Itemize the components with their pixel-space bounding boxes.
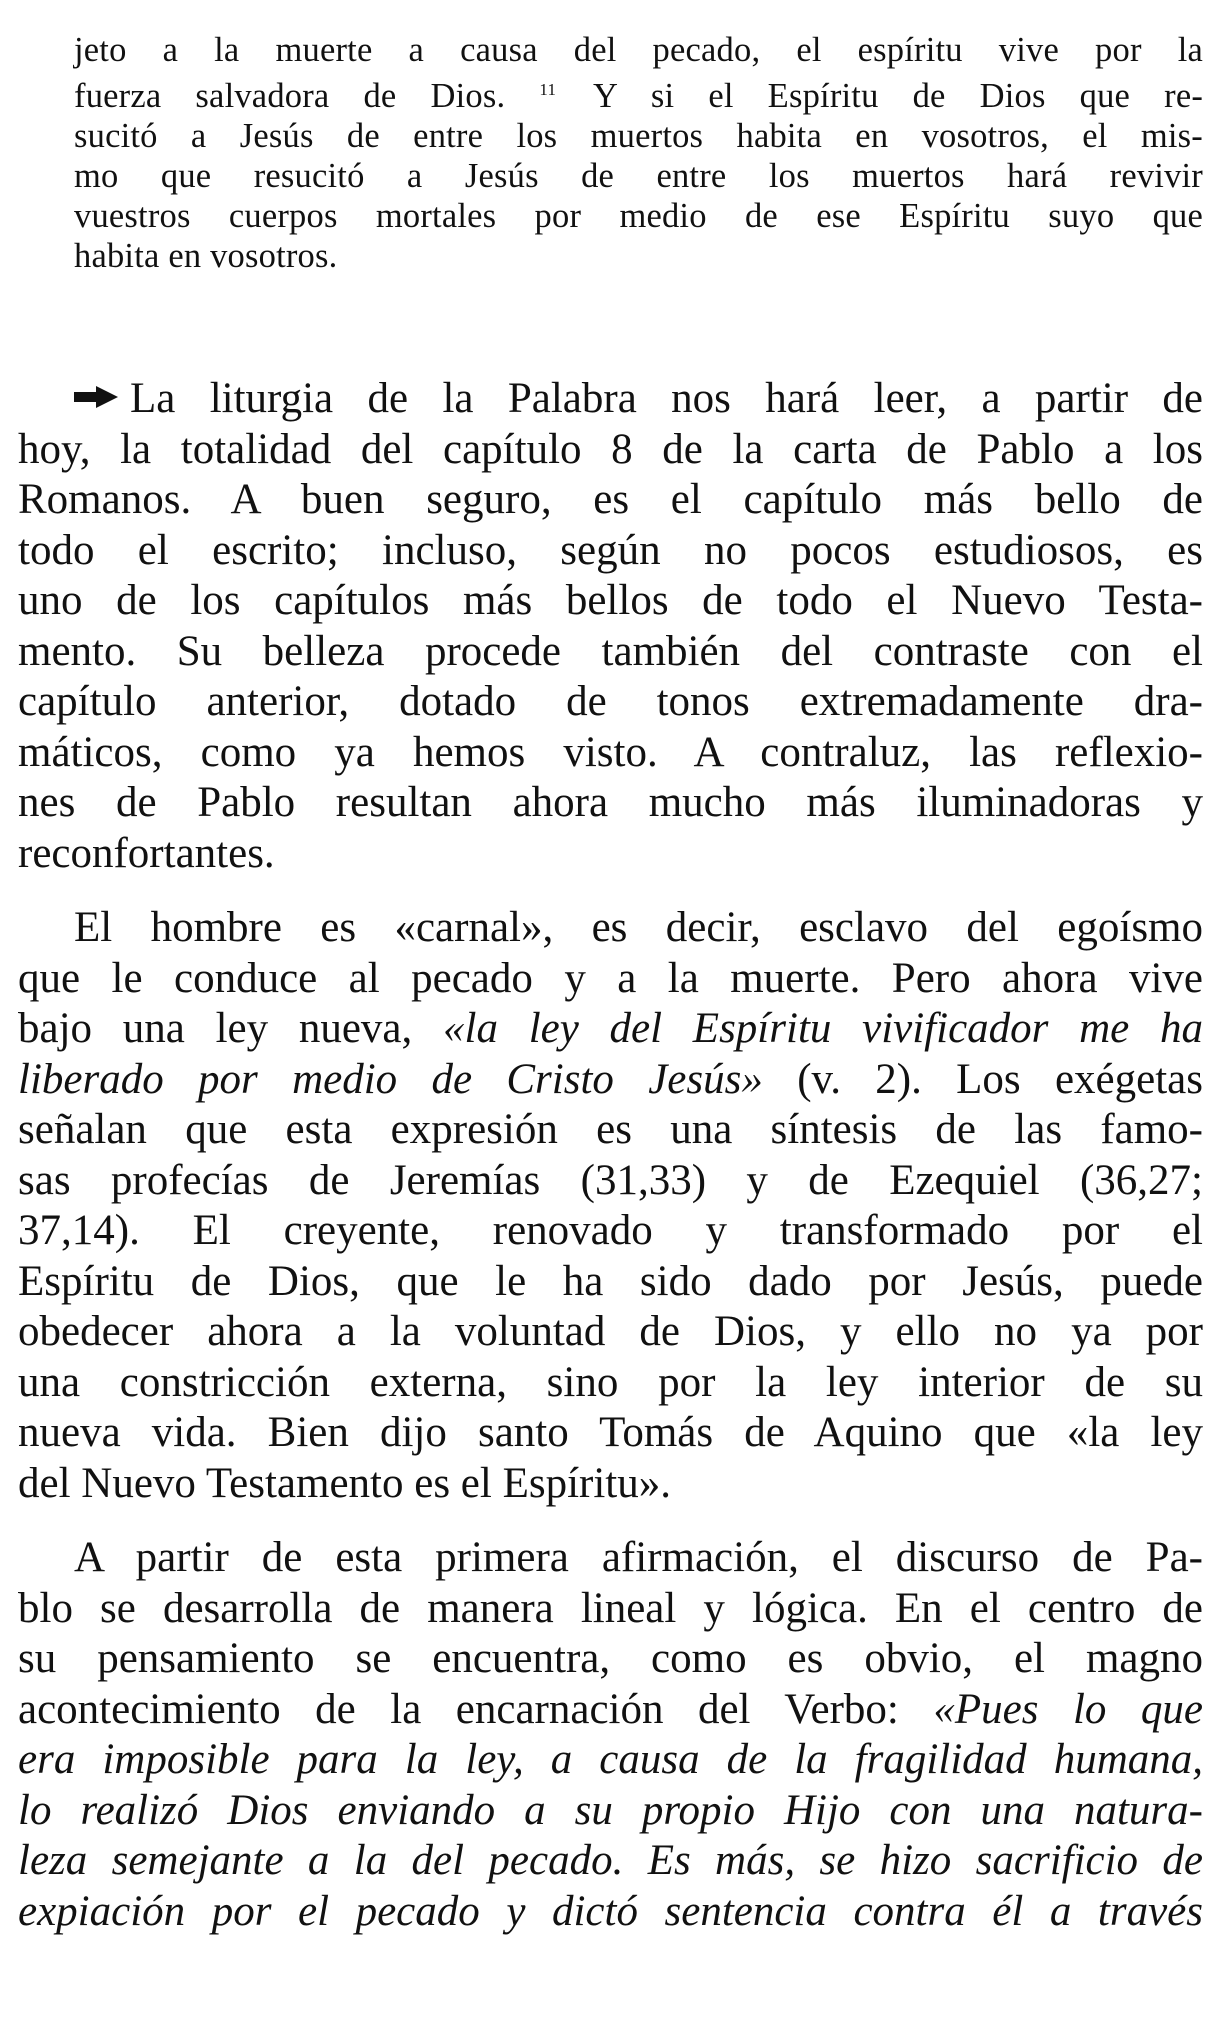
verse-number: 11 bbox=[539, 80, 557, 99]
paragraph-line: todo el escrito; incluso, según no pocos estudiosos, es bbox=[18, 526, 1203, 574]
paragraph-line bbox=[18, 374, 1203, 425]
quote-text: Y si el Espíritu de Dios que re- bbox=[592, 77, 1204, 115]
paragraph-line: blo se desarrolla de manera lineal y lógica. En el centro de bbox=[18, 1584, 1203, 1632]
scripture-citation: «Pues lo que bbox=[933, 1685, 1203, 1733]
book-page bbox=[18, 30, 1203, 1937]
paragraph-line bbox=[18, 1735, 1203, 1786]
paragraph-line: capítulo anterior, dotado de tonos extremadamente dra- bbox=[18, 678, 1203, 725]
commentary-paragraph-3 bbox=[18, 1533, 1203, 1937]
paragraph-line bbox=[18, 1004, 1203, 1055]
quote-line bbox=[74, 70, 1203, 116]
scripture-quote bbox=[74, 30, 1203, 276]
commentary-paragraph-2 bbox=[18, 903, 1203, 1509]
quote-line: mo que resucitó a Jesús de entre los muertos hará revivir bbox=[74, 157, 1203, 195]
quote-line: habita en vosotros. bbox=[74, 237, 338, 275]
paragraph-line: hoy, la totalidad del capítulo 8 de la carta de Pablo a los bbox=[18, 425, 1203, 473]
paragraph-line: reconfortantes. bbox=[18, 829, 275, 877]
commentary-paragraph-1 bbox=[18, 374, 1203, 879]
scripture-citation: «la ley del Espíritu vivificador me ha bbox=[443, 1005, 1203, 1052]
paragraph-line: máticos, como ya hemos visto. A contraluz, las reflexio- bbox=[18, 728, 1203, 776]
paragraph-line: 37,14). El creyente, renovado y transformado por el bbox=[18, 1207, 1203, 1254]
paragraph-line: del Nuevo Testamento es el Espíritu». bbox=[18, 1459, 671, 1507]
scripture-citation: liberado por medio de Cristo Jesús» bbox=[18, 1055, 763, 1103]
paragraph-line: nueva vida. Bien dijo santo Tomás de Aquino que «la ley bbox=[18, 1409, 1203, 1456]
quote-line: jeto a la muerte a causa del pecado, el espíritu vive por la bbox=[74, 31, 1203, 69]
paragraph-line: A partir de esta primera afirmación, el discurso de Pa- bbox=[74, 1534, 1203, 1581]
paragraph-line: uno de los capítulos más bellos de todo el Nuevo Testa- bbox=[18, 577, 1203, 624]
paragraph-text: La liturgia de la Palabra nos hará leer, a partir de bbox=[130, 375, 1203, 422]
paragraph-line: El hombre es «carnal», es decir, esclavo del egoísmo bbox=[74, 904, 1203, 951]
paragraph-line bbox=[18, 1685, 1203, 1736]
scripture-citation: expiación por el pecado y dictó sentencia contra él a través bbox=[18, 1887, 1203, 1935]
paragraph-line bbox=[18, 1836, 1203, 1887]
paragraph-line bbox=[18, 1887, 1203, 1938]
arrow-right-icon bbox=[74, 386, 118, 408]
paragraph-line: señalan que esta expresión es una síntesis de las famo- bbox=[18, 1106, 1203, 1153]
paragraph-line bbox=[18, 1055, 1203, 1106]
scripture-citation: lo realizó Dios enviando a su propio Hijo con una natura- bbox=[18, 1786, 1203, 1834]
paragraph-line bbox=[18, 1786, 1203, 1837]
quote-text: fuerza salvadora de Dios. bbox=[74, 77, 506, 115]
scripture-citation: era imposible para la ley, a causa de la fragilidad humana, bbox=[18, 1736, 1203, 1783]
paragraph-text: bajo una ley nueva, bbox=[18, 1005, 444, 1052]
paragraph-line: Romanos. A buen seguro, es el capítulo más bello de bbox=[18, 476, 1203, 523]
paragraph-line: su pensamiento se encuentra, como es obvio, el magno bbox=[18, 1635, 1203, 1682]
paragraph-line: nes de Pablo resultan ahora mucho más iluminadoras y bbox=[18, 779, 1203, 826]
paragraph-text: acontecimiento de la encarnación del Verbo: bbox=[18, 1685, 934, 1733]
paragraph-line: una constricción externa, sino por la ley interior de su bbox=[18, 1358, 1203, 1406]
paragraph-line: sas profecías de Jeremías (31,33) y de Ezequiel (36,27; bbox=[18, 1156, 1203, 1204]
quote-line: sucitó a Jesús de entre los muertos habita en vosotros, el mis- bbox=[74, 117, 1203, 155]
paragraph-line: mento. Su belleza procede también del contraste con el bbox=[18, 627, 1203, 675]
scripture-citation: leza semejante a la del pecado. Es más, se hizo sacrificio de bbox=[18, 1837, 1203, 1884]
paragraph-text: (v. 2). Los exégetas bbox=[762, 1055, 1203, 1103]
paragraph-line: obedecer ahora a la voluntad de Dios, y ello no ya por bbox=[18, 1308, 1203, 1355]
quote-line: vuestros cuerpos mortales por medio de ese Espíritu suyo que bbox=[74, 197, 1203, 235]
paragraph-line: Espíritu de Dios, que le ha sido dado por Jesús, puede bbox=[18, 1257, 1203, 1305]
paragraph-line: que le conduce al pecado y a la muerte. Pero ahora vive bbox=[18, 954, 1203, 1002]
